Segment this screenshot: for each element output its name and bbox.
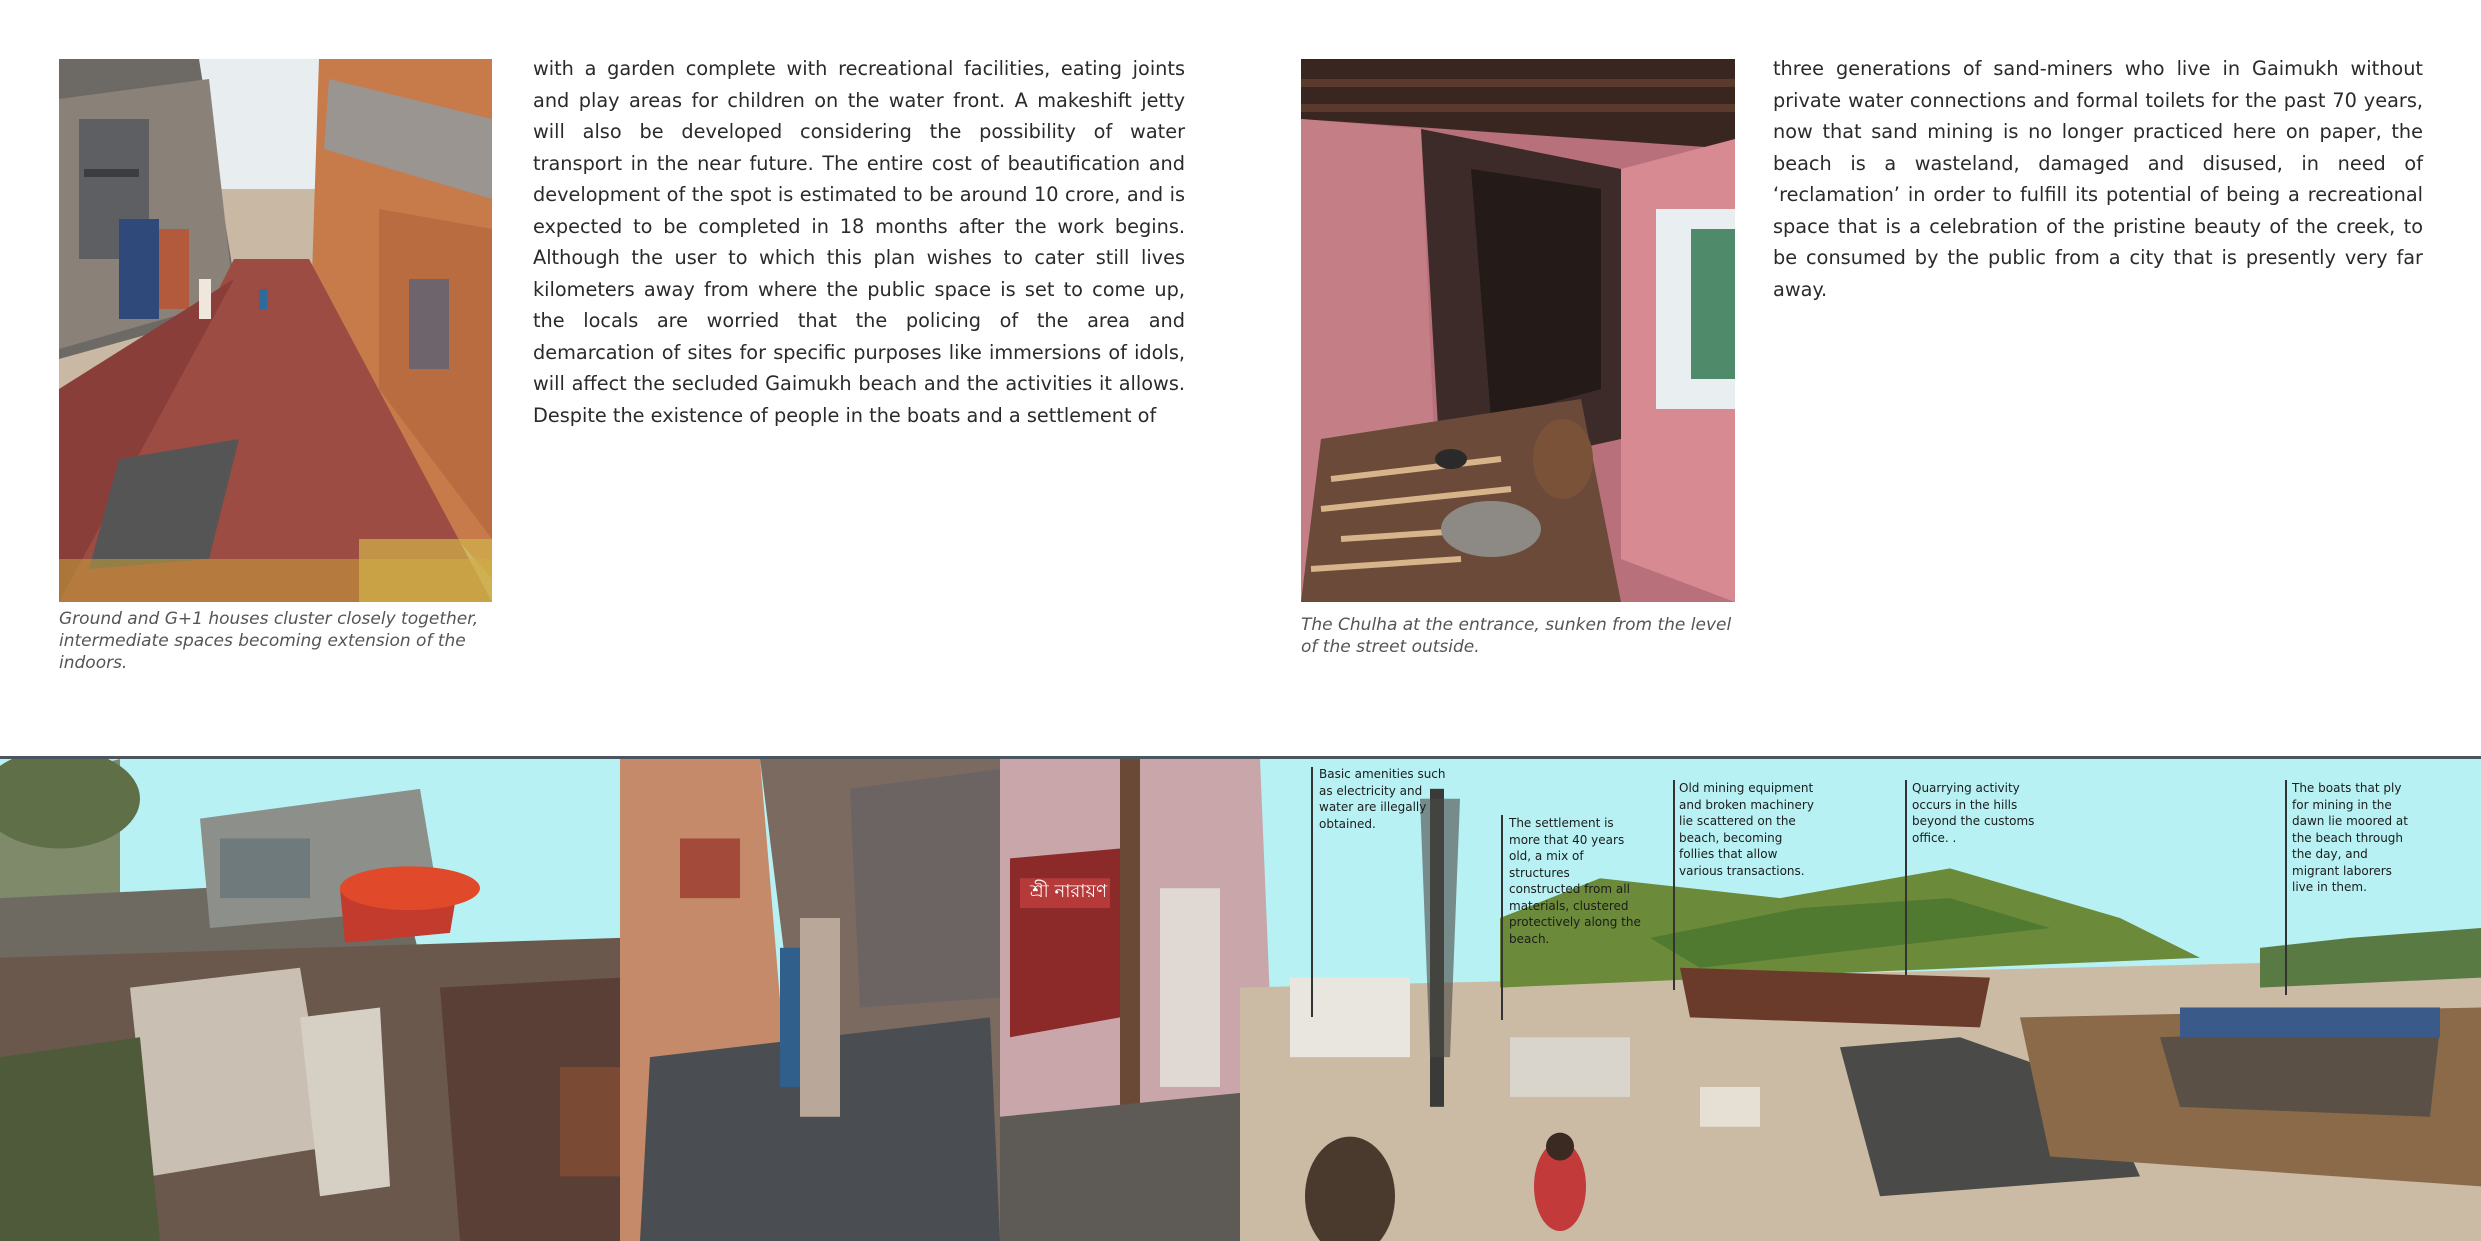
annotation-boats: The boats that ply for mining in the dawn lie moored at the beach through the day, and migrant laborers live in them. — [2292, 781, 2408, 894]
annotation-machinery: Old mining equipment and broken machinery lie scattered on the beach, becoming follies that allow various transactions. — [1679, 781, 1814, 878]
annotation-quarrying: Quarrying activity occurs in the hills beyond the customs office. . — [1912, 781, 2035, 845]
annotation-line-3 — [1673, 780, 1675, 990]
left-photo-caption: Ground and G+1 houses cluster closely together, intermediate spaces becoming extension of the indoors. — [59, 609, 479, 673]
annotation-line-1 — [1311, 767, 1313, 1017]
annotation-line-5 — [2285, 780, 2287, 995]
annotation-line-4 — [1905, 780, 1907, 975]
beach-panorama — [0, 756, 2481, 1241]
alley-photo — [59, 59, 492, 602]
chulha-photo — [1301, 59, 1735, 602]
panorama-photo — [0, 759, 2481, 1241]
annotation-line-2 — [1501, 815, 1503, 1020]
right-photo-caption: The Chulha at the entrance, sunken from the level of the street outside. — [1301, 615, 1732, 657]
body-text-column-2: three generations of sand-miners who live in Gaimukh without private water connections and formal toilets for the past 70 years, now that sand mining is no longer practiced here on paper, the beach is a wasteland, damaged and disused, in need of ‘reclamation’ in order to fulfill its potential of being a recreational space that is a celebration of the pristine beauty of the creek, to be consumed by the public from a city that is presently very far away. — [1773, 57, 2423, 301]
shop-sign: শ্রী নারায়ণ — [1030, 881, 1108, 902]
body-text-column-1: with a garden complete with recreational facilities, eating joints and play areas for children on the water front. A makeshift jetty will also be developed considering the possibility of water transport in the near future. The entire cost of beautification and development of the spot is estimated to be around 10 crore, and is expected to be completed in 18 months after the work begins. Although the user to which this plan wishes to cater still lives kilometers away from where the public space is set to come up, the locals are worried that the policing of the area and demarcation of sites for specific purposes like immersions of idols, will affect the secluded Gaimukh beach and the activities it allows. Despite the existence of people in the boats and a settlement of — [533, 57, 1185, 427]
annotation-amenities: Basic amenities such as electricity and water are illegally obtained. — [1319, 767, 1446, 831]
annotation-settlement: The settlement is more that 40 years old, a mix of structures constructed from all materials, clustered protectively along the beach. — [1509, 816, 1641, 946]
